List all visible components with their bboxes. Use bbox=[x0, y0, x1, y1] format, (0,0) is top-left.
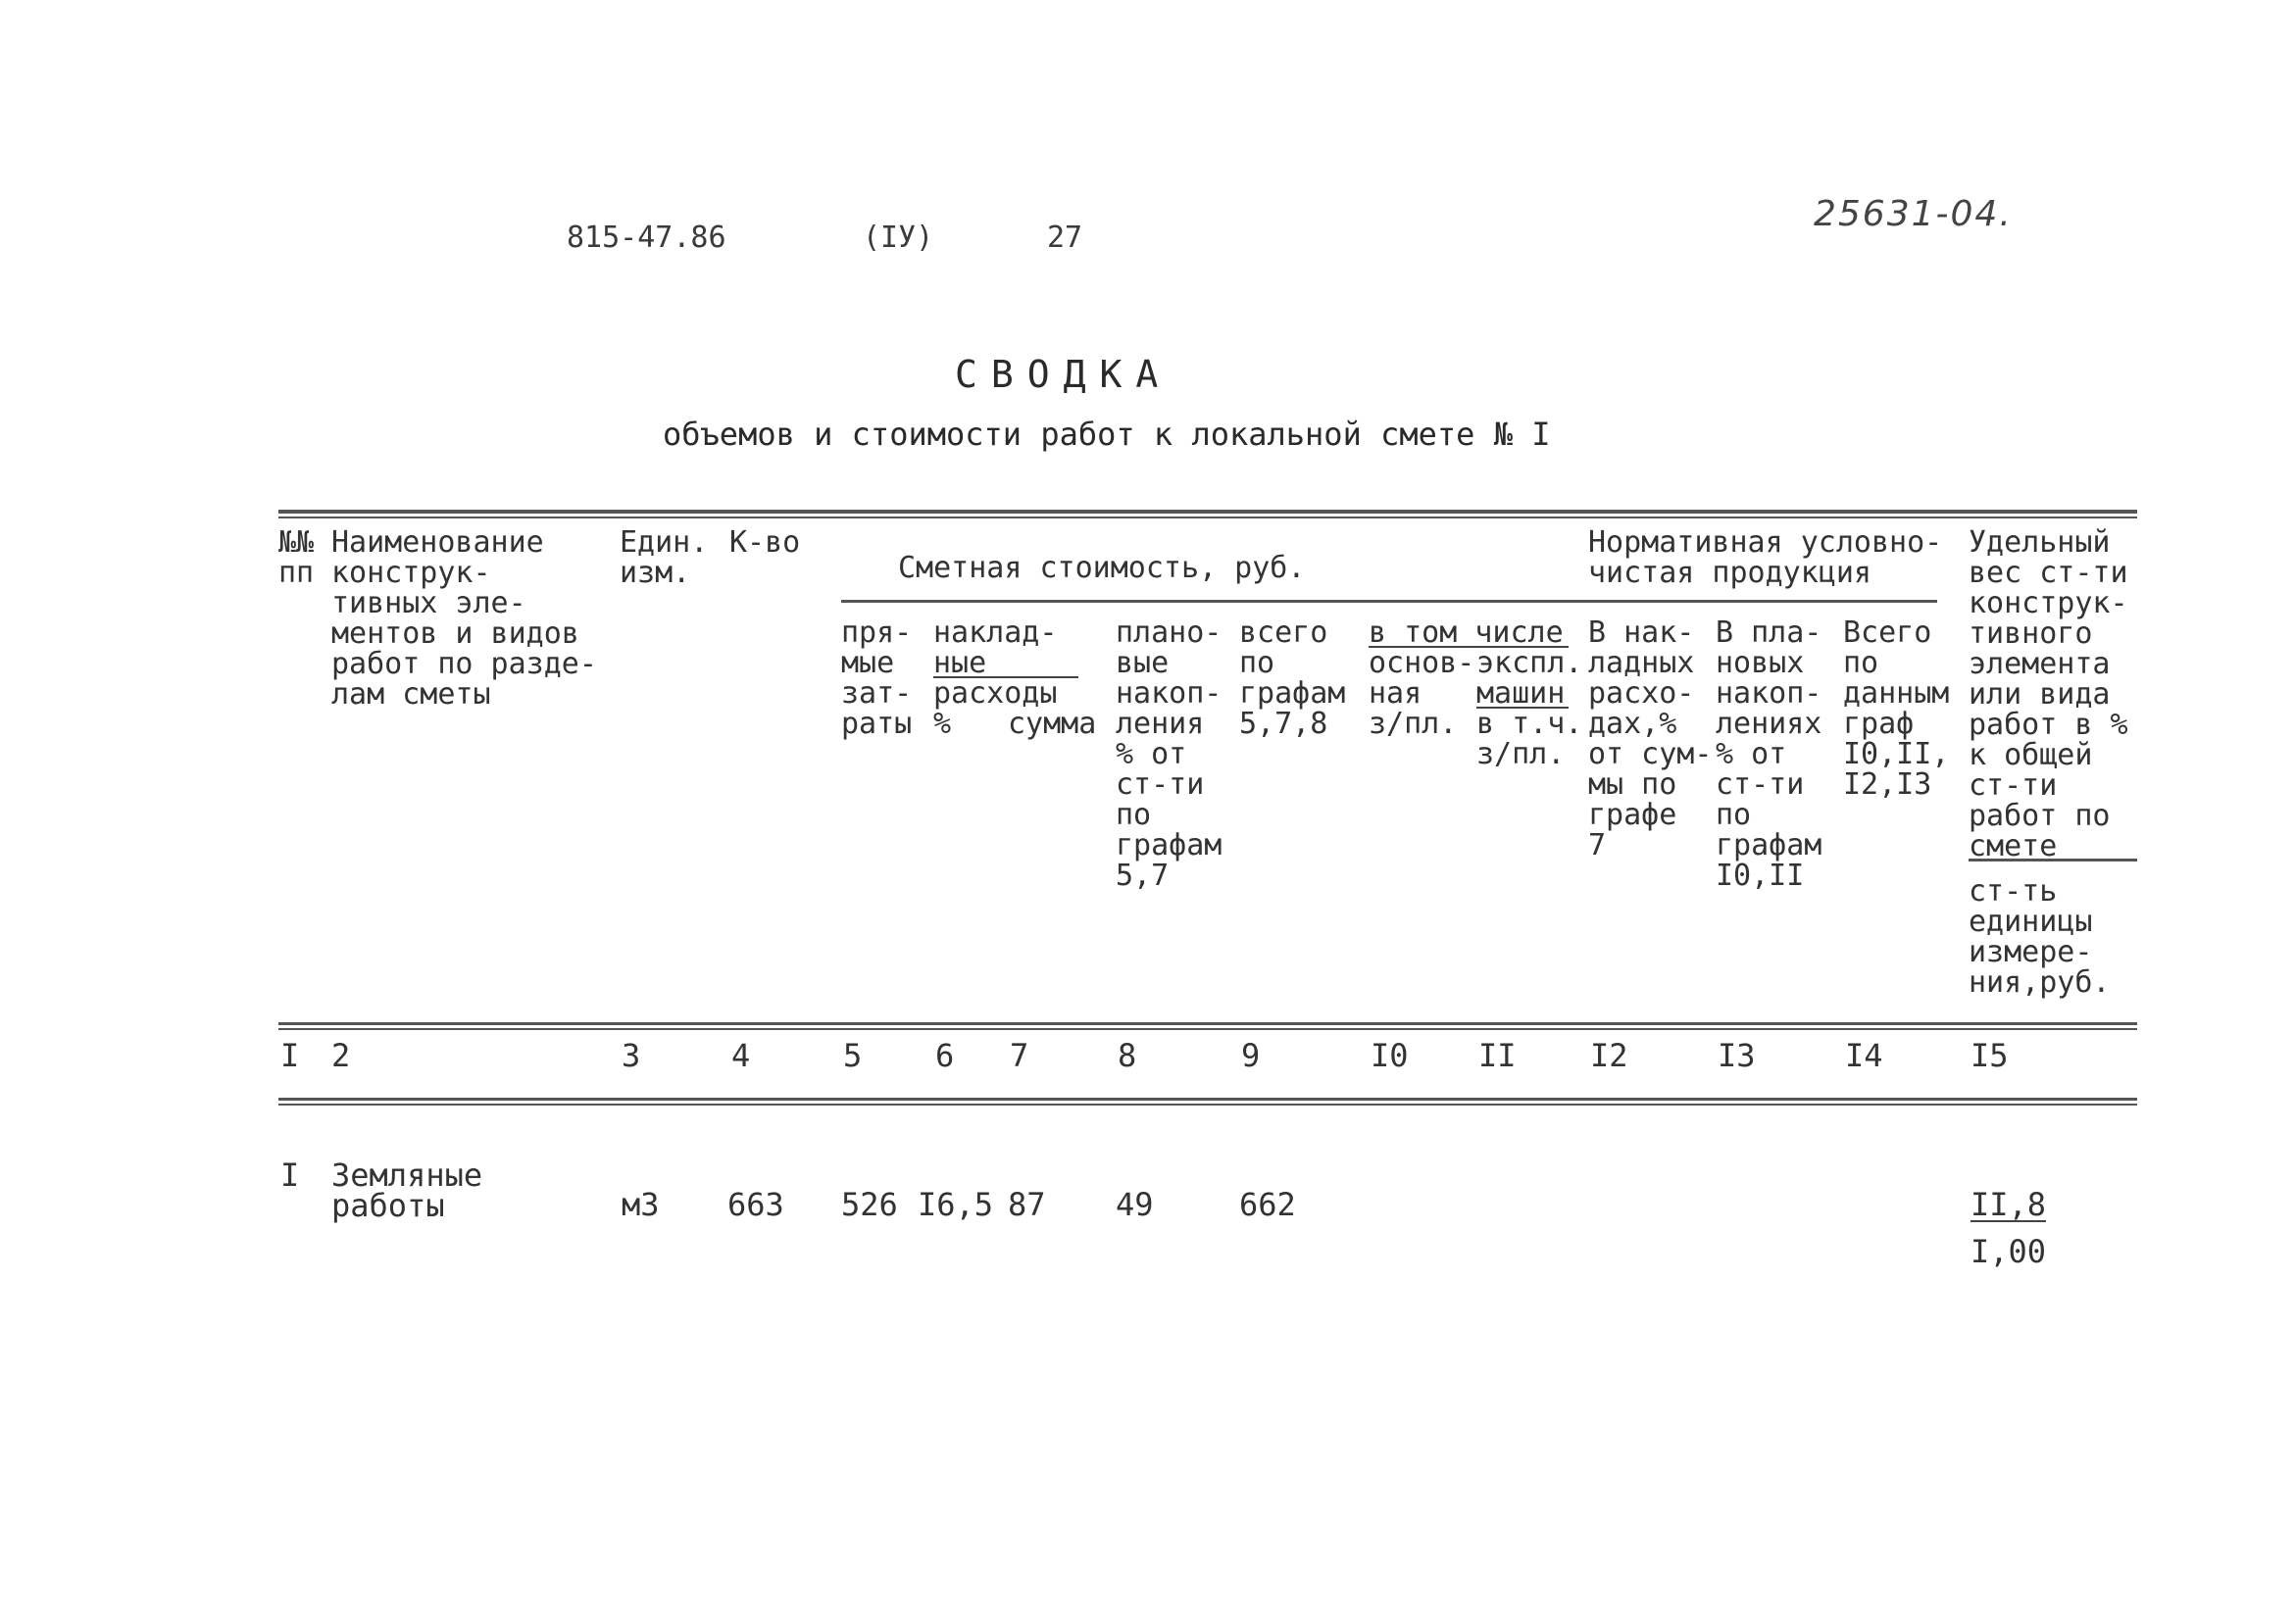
header-unit: Един. изм. bbox=[620, 525, 709, 590]
row-planned-savings: 49 bbox=[1116, 1186, 1154, 1223]
row-quantity: 663 bbox=[727, 1186, 784, 1223]
row-specific-weight: II,8 bbox=[1971, 1186, 2047, 1223]
row-direct-costs: 526 bbox=[841, 1186, 898, 1223]
header-total: всего по графам 5,7,8 bbox=[1239, 615, 1346, 741]
row-total: 662 bbox=[1239, 1186, 1296, 1223]
header-quantity: К-во bbox=[729, 525, 801, 560]
header-unit-cost: ст-ть единицы измере- ния,руб. bbox=[1969, 874, 2111, 1000]
header-including: в том числе bbox=[1369, 615, 1564, 650]
row-overhead-percent: I6,5 bbox=[918, 1186, 994, 1223]
header-normative-total: Всего по данным граф I0,II, I2,I3 bbox=[1843, 615, 1950, 802]
row-overhead-sum: 87 bbox=[1008, 1186, 1046, 1223]
header-base-wages: основ- ная з/пл. bbox=[1369, 646, 1475, 741]
header-cost-group: Сметная стоимость, руб. bbox=[898, 551, 1306, 585]
inventory-number: 25631-04. bbox=[1814, 194, 2013, 234]
column-number-4: 4 bbox=[731, 1037, 751, 1074]
table-top-rule-2 bbox=[278, 517, 2137, 518]
column-number-8: 8 bbox=[1118, 1037, 1137, 1074]
row-unit: м3 bbox=[622, 1186, 660, 1223]
header-bottom-rule bbox=[278, 1022, 2137, 1025]
column-number-15: I5 bbox=[1971, 1037, 2009, 1074]
header-element-name: Наименование конструк- тивных эле- ментов и видов работ по разде- лам сметы bbox=[331, 525, 597, 712]
column-number-3: 3 bbox=[622, 1037, 641, 1074]
header-specific-weight: Удельный вес ст-ти конструк- тивного элемента или вида работ в % к общей ст-ти работ по смете bbox=[1969, 525, 2128, 863]
column-number-5: 5 bbox=[843, 1037, 863, 1074]
column-number-11: II bbox=[1478, 1037, 1517, 1074]
volume-label: (IУ) bbox=[863, 221, 934, 255]
row-number: I bbox=[280, 1156, 300, 1194]
document-subtitle: объемов и стоимости работ к локальной смете № I bbox=[663, 416, 1551, 453]
column-number-1: I bbox=[280, 1037, 300, 1074]
column-number-10: I0 bbox=[1371, 1037, 1409, 1074]
machine-underline bbox=[1476, 705, 1569, 709]
header-overhead-percent: % bbox=[933, 707, 952, 741]
column-number-7: 7 bbox=[1010, 1037, 1029, 1074]
column-number-14: I4 bbox=[1845, 1037, 1883, 1074]
row-unit-cost: I,00 bbox=[1971, 1233, 2047, 1270]
normative-group-rule bbox=[1588, 600, 1937, 603]
column-number-6: 6 bbox=[935, 1037, 955, 1074]
header-row-number: №№ пп bbox=[278, 525, 315, 590]
header-normative-group: Нормативная условно- чистая продукция bbox=[1588, 525, 1943, 590]
column-number-12: I2 bbox=[1590, 1037, 1628, 1074]
row-element-name: Земляные работы bbox=[331, 1156, 483, 1224]
header-direct-costs: пря- мые зат- раты bbox=[841, 615, 913, 741]
page-number: 27 bbox=[1047, 221, 1083, 255]
overhead-underline bbox=[933, 674, 1078, 678]
column-number-9: 9 bbox=[1241, 1037, 1261, 1074]
header-planned-savings: плано- вые накоп- ления % от ст-ти по графам 5,7 bbox=[1116, 615, 1222, 893]
header-overhead: наклад- ные расходы bbox=[933, 615, 1058, 711]
header-overhead-sum: сумма bbox=[1008, 707, 1097, 741]
header-in-overhead: В нак- ладных расхо- дах,% от сум- мы по графе 7 bbox=[1588, 615, 1713, 862]
document-title: СВОДКА bbox=[955, 353, 1172, 396]
header-machine-operation: экспл. машин в т.ч. з/пл. bbox=[1476, 646, 1583, 771]
column-number-13: I3 bbox=[1718, 1037, 1756, 1074]
header-in-planned-savings: В пла- новых накоп- лениях % от ст-ти по графам I0,II bbox=[1716, 615, 1822, 893]
numbers-bottom-rule-2 bbox=[278, 1104, 2137, 1106]
table-top-rule bbox=[278, 510, 2137, 514]
numbers-bottom-rule bbox=[278, 1098, 2137, 1101]
document-code: 815-47.86 bbox=[567, 221, 726, 255]
header-bottom-rule-2 bbox=[278, 1028, 2137, 1030]
column-number-2: 2 bbox=[331, 1037, 351, 1074]
